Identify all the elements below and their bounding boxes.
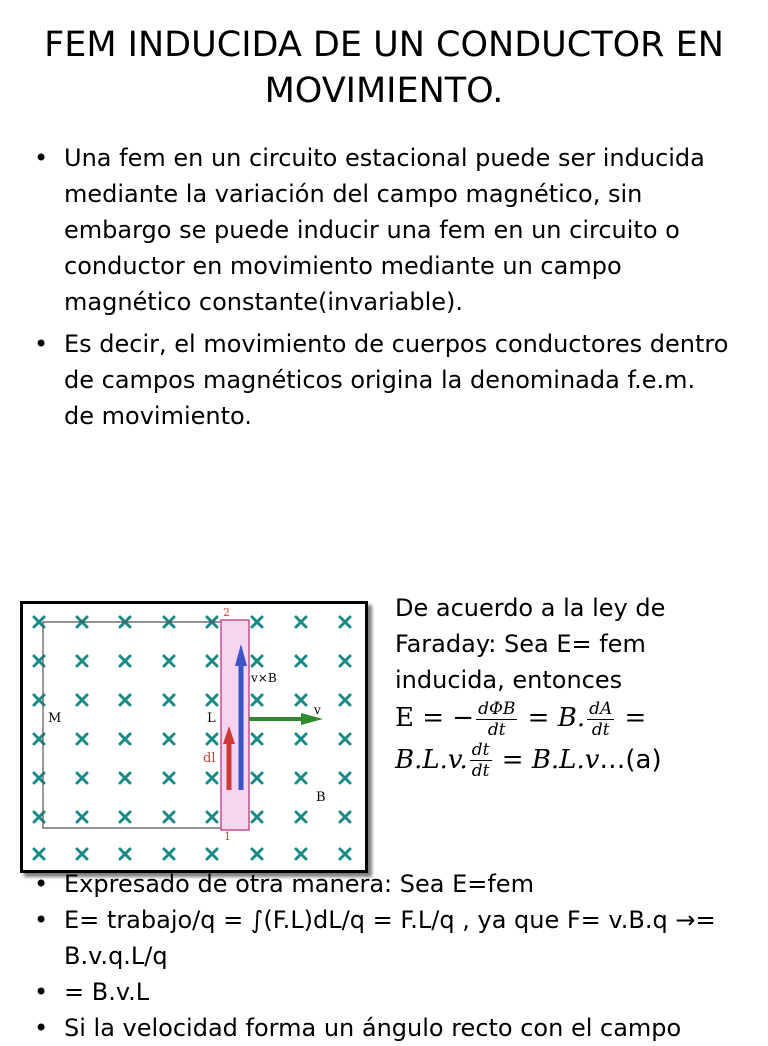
field-cross-mark bbox=[207, 849, 217, 859]
fraction-da-dt bbox=[587, 699, 614, 740]
field-cross-mark bbox=[164, 773, 174, 783]
field-cross-mark bbox=[164, 812, 174, 822]
eq1-end: = bbox=[616, 703, 647, 733]
moving-conductor-diagram bbox=[20, 601, 368, 873]
faraday-intro: De acuerdo a la ley de Faraday: Sea E= fem inducida, entonces bbox=[395, 594, 666, 694]
field-cross-mark bbox=[252, 695, 262, 705]
magnetic-field-figure bbox=[23, 604, 365, 870]
field-cross-mark bbox=[77, 773, 87, 783]
fraction-numerator: dt bbox=[471, 740, 490, 760]
field-cross-mark bbox=[164, 695, 174, 705]
fraction-denominator: dt bbox=[487, 719, 506, 740]
field-cross-mark bbox=[77, 734, 87, 744]
field-cross-mark bbox=[164, 849, 174, 859]
field-cross-mark bbox=[340, 695, 350, 705]
label-b: B bbox=[316, 790, 326, 805]
bullet-item: • = B.v.L bbox=[32, 974, 752, 1010]
circuit-loop bbox=[43, 622, 221, 828]
field-cross-mark bbox=[252, 734, 262, 744]
field-cross-mark bbox=[120, 656, 130, 666]
field-cross-mark bbox=[207, 773, 217, 783]
field-cross-mark bbox=[340, 734, 350, 744]
field-cross-mark bbox=[252, 656, 262, 666]
field-cross-mark bbox=[296, 773, 306, 783]
bullet-item: • E= trabajo/q = ∫(F.L)dL/q = F.L/q , ya que F= v.B.q →= B.v.q.L/q bbox=[32, 902, 752, 974]
field-cross-mark bbox=[207, 734, 217, 744]
field-cross-mark bbox=[77, 849, 87, 859]
fraction-numerator: dA bbox=[589, 698, 613, 719]
eq1-eq-minus: = − bbox=[413, 703, 475, 733]
field-cross-mark bbox=[296, 695, 306, 705]
eq2-tail: …(a) bbox=[599, 744, 662, 775]
field-cross-mark bbox=[77, 812, 87, 822]
eq1-lhs: E bbox=[395, 703, 414, 733]
field-cross-mark bbox=[296, 617, 306, 627]
label-vxb: v×B bbox=[251, 671, 277, 685]
label-l: L bbox=[207, 711, 216, 726]
field-cross-mark bbox=[296, 734, 306, 744]
field-cross-mark bbox=[77, 695, 87, 705]
eq1-mid: = B. bbox=[519, 703, 586, 733]
field-cross-mark bbox=[340, 849, 350, 859]
fraction-denominator: dt bbox=[471, 761, 490, 781]
field-cross-mark bbox=[164, 656, 174, 666]
field-cross-mark bbox=[34, 849, 44, 859]
field-cross-mark bbox=[252, 849, 262, 859]
bullet-item: • Es decir, el movimiento de cuerpos conductores dentro de campos magnéticos origina la denominada f.e.m. de movimiento. bbox=[32, 326, 732, 434]
equation-line-2 bbox=[395, 740, 755, 782]
field-cross-mark bbox=[296, 849, 306, 859]
field-cross-mark bbox=[296, 656, 306, 666]
field-cross-mark bbox=[120, 773, 130, 783]
field-cross-mark bbox=[340, 617, 350, 627]
field-cross-mark bbox=[164, 734, 174, 744]
field-cross-mark bbox=[207, 656, 217, 666]
bullet-item: • Expresado de otra manera: Sea E=fem bbox=[32, 866, 752, 902]
field-cross-mark bbox=[252, 812, 262, 822]
faraday-block bbox=[395, 590, 755, 781]
field-cross-mark bbox=[340, 656, 350, 666]
label-v: v bbox=[314, 703, 321, 717]
field-cross-mark bbox=[340, 812, 350, 822]
label-m: M bbox=[48, 711, 62, 726]
fraction-dphib-dt bbox=[476, 699, 517, 740]
bullet-item: • Si la velocidad forma un ángulo recto con el campo bbox=[32, 1010, 752, 1046]
field-cross-mark bbox=[120, 812, 130, 822]
fraction-numerator: dΦB bbox=[478, 698, 516, 719]
eq2-start: B.L.v. bbox=[395, 744, 468, 775]
bullet-item: • Una fem en un circuito estacional puede ser inducida mediante la variación del campo magnético, sin embargo se puede inducir una fem en un circuito o conductor en movimiento mediante un campo magnético constante(invariable). bbox=[32, 140, 732, 320]
field-cross-mark bbox=[252, 773, 262, 783]
bottom-bullet-list bbox=[32, 866, 752, 1046]
moving-rod bbox=[221, 620, 249, 830]
field-cross-mark bbox=[340, 773, 350, 783]
label-point-2: 2 bbox=[223, 606, 230, 619]
field-cross-mark bbox=[252, 617, 262, 627]
field-cross-mark bbox=[77, 656, 87, 666]
field-cross-mark bbox=[296, 812, 306, 822]
field-cross-mark bbox=[120, 849, 130, 859]
equation-line-1 bbox=[395, 698, 755, 740]
field-cross-mark bbox=[120, 695, 130, 705]
intro-bullet-list bbox=[32, 140, 732, 440]
fraction-denominator: dt bbox=[591, 719, 610, 740]
eq2-mid: = B.L.v bbox=[493, 744, 600, 775]
field-crosses bbox=[34, 617, 350, 859]
field-cross-mark bbox=[207, 695, 217, 705]
fraction-dt-dt bbox=[470, 740, 492, 781]
label-point-1: 1 bbox=[224, 830, 231, 843]
slide-title: FEM INDUCIDA DE UN CONDUCTOR EN MOVIMIENTO. bbox=[44, 25, 724, 111]
label-dl: dl bbox=[203, 751, 216, 766]
field-cross-mark bbox=[207, 812, 217, 822]
field-cross-mark bbox=[120, 734, 130, 744]
